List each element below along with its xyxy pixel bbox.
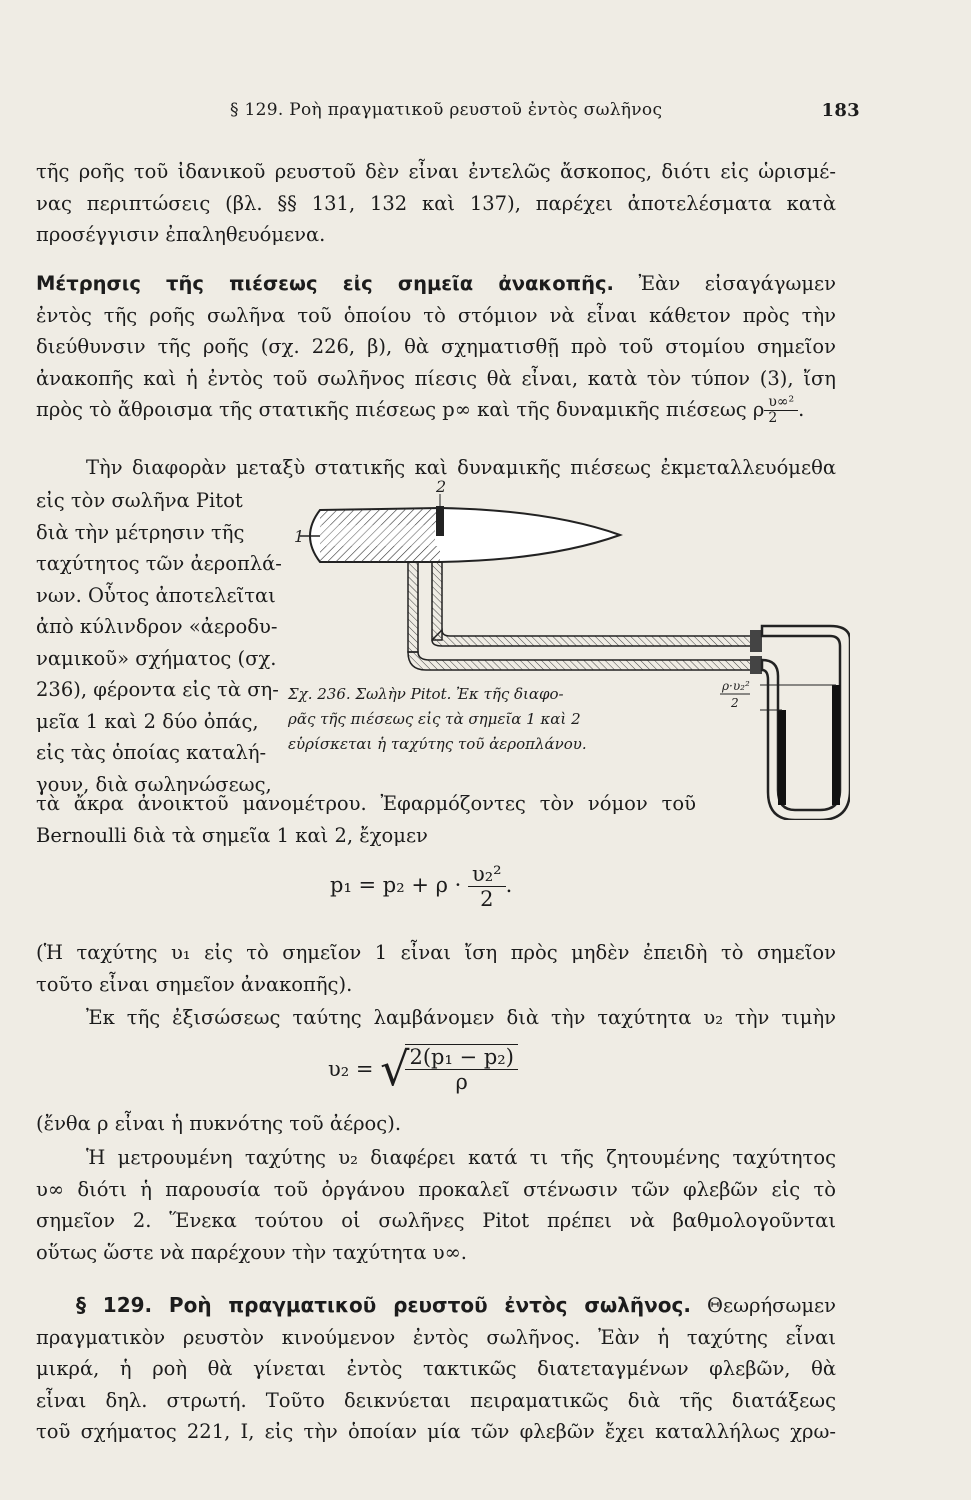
header-section-title: § 129. Ροὴ πραγματικοῦ ρευστοῦ ἐντὸς σωλῆνος	[230, 100, 663, 120]
text-line: τὰ ἄκρα ἀνοικτοῦ μανομέτρου. Ἐφαρμόζοντες τὸν νόμον τοῦ	[36, 792, 696, 815]
caption-line: ρᾶς τῆς πιέσεως εἰς τὰ σημεῖα 1 καὶ 2	[288, 710, 581, 728]
paragraph-7	[36, 1142, 836, 1268]
dynamic-pressure-fraction	[764, 395, 798, 426]
text-line: ἀνακοπῆς καὶ ἡ ἐντὸς τοῦ σωλῆνος πίεσις θὰ εἶναι, κατὰ τὸν τύπον (3), ἴση	[36, 366, 836, 390]
text-line: εἶναι δηλ. στρωτή. Τοῦτο δεικνύεται πειραματικῶς διὰ τῆς διατάξεως	[36, 1388, 836, 1412]
eq-fraction	[468, 862, 506, 911]
text-line: γουν, διὰ σωληνώσεως,	[36, 772, 272, 796]
text-line: (Ἡ ταχύτης υ₁ εἰς τὸ σημεῖον 1 εἶναι ἴση πρὸς μηδὲν ἐπειδὴ τὸ σημεῖον	[36, 941, 836, 964]
text-line: 236), φέροντα εἰς τὰ ση-	[36, 678, 279, 701]
subsection-heading: Μέτρησις τῆς πιέσεως εἰς σημεῖα ἀνακοπῆς.	[36, 272, 614, 295]
caption-line: Σχ. 236. Σωλὴν Pitot. Ἐκ τῆς διαφο-	[288, 685, 564, 703]
pitot-inner-channel	[320, 525, 435, 546]
section-129	[36, 1290, 836, 1448]
tube-1	[408, 562, 418, 652]
opening-2	[436, 506, 444, 536]
label-point-2: 2	[436, 480, 447, 496]
text-line: τοῦτο εἶναι σημεῖον ἀνακοπῆς).	[36, 972, 353, 996]
paragraph-3-left-column	[36, 485, 296, 800]
fraction-denominator: 2	[480, 887, 494, 911]
text-line: τοῦ σχήματος 221, I, εἰς τὴν ὁποίαν μία τῶν φλεβῶν ἔχει καταλλήλως χρω-	[36, 1420, 836, 1443]
equation-velocity	[328, 1042, 518, 1096]
text-line: Τὴν διαφορὰν μεταξὺ στατικῆς καὶ δυναμικῆς πιέσεως ἐκμεταλλευόμεθα	[86, 456, 836, 479]
text-line: νων. Οὗτος ἀποτελεῖται	[36, 583, 276, 607]
text-line: τῆς ροῆς τοῦ ἰδανικοῦ ρευστοῦ δὲν εἶναι ἐντελῶς ἄσκοπος, διότι εἰς ὡρισμέ-	[36, 160, 836, 183]
text-line	[36, 268, 836, 300]
paragraph-3-rest	[36, 788, 836, 851]
text-line: Ἡ μετρουμένη ταχύτης υ₂ διαφέρει κατά τι τῆς ζητουμένης ταχύτητος	[86, 1146, 836, 1169]
pitot-tube-figure	[290, 480, 850, 820]
paragraph-2	[36, 268, 836, 426]
horizontal-tube-2	[432, 630, 760, 646]
text-line: εἰς τὰς ὁποίας καταλή-	[36, 741, 267, 764]
eq-tail: .	[505, 873, 513, 897]
horizontal-tube-1	[408, 652, 760, 670]
text-line: ἀπὸ κύλινδρον «ἀεροδυ-	[36, 615, 278, 638]
text-line: προσέγγισιν ἐπαληθευόμενα.	[36, 223, 326, 246]
text-line: ναμικοῦ» σχήματος (σχ.	[36, 646, 277, 670]
text-line: οὕτως ὥστε νὰ παρέχουν τὴν ταχύτητα υ∞.	[36, 1240, 468, 1264]
text-line: σημεῖον 2. Ἕνεκα τούτου οἱ σωλῆνες Pitot πρέπει νὰ βαθμολογοῦνται	[36, 1209, 836, 1232]
figure-caption	[288, 682, 688, 757]
fraction-numerator: υ₂²	[468, 862, 506, 887]
text-span: Θεωρήσωμεν	[707, 1294, 836, 1317]
text-line: Ἐκ τῆς ἐξισώσεως ταύτης λαμβάνομεν διὰ τὴν ταχύτητα υ₂ τὴν τιμὴν	[86, 1006, 836, 1029]
text-line: νας περιπτώσεις (βλ. §§ 131, 132 καὶ 137), παρέχει ἀποτελέσματα κατὰ	[36, 191, 836, 215]
text-line: διεύθυνσιν τῆς ροῆς (σχ. 226, β), θὰ σχηματισθῇ πρὸ τοῦ στομίου σημεῖον	[36, 335, 836, 358]
text-span: Ἐὰν εἰσαγάγωμεν	[638, 272, 837, 295]
eq-lhs: υ₂ =	[328, 1057, 374, 1081]
paragraph-4	[36, 937, 836, 1000]
fraction-numerator: 2(p₁ − p₂)	[405, 1045, 517, 1070]
sqrt-sign: √	[380, 1042, 410, 1096]
text-line: πραγματικὸν ρευστὸν κινούμενον ἐντὸς σωλῆνος. Ἐὰν ἡ ταχύτης εἶναι	[36, 1325, 836, 1349]
text-line: Bernoulli διὰ τὰ σημεῖα 1 καὶ 2, ἔχομεν	[36, 823, 428, 847]
manometer-fluid-right	[832, 685, 840, 805]
text-line: (ἔνθα ρ εἶναι ἡ πυκνότης τοῦ ἀέρος).	[36, 1112, 402, 1135]
manometer-label-denominator: 2	[731, 696, 739, 710]
text-line: ταχύτητος τῶν ἀεροπλά-	[36, 552, 282, 575]
tube-2	[432, 562, 442, 640]
text-line: πρὸς τὸ ἄθροισμα τῆς στατικῆς πιέσεως p∞ καὶ τῆς δυναμικῆς πιέσεως ρ $\frac{\text{υ∞²}}{2}$ .	[36, 394, 805, 426]
paragraph-1	[36, 156, 836, 251]
caption-line: εὑρίσκεται ἡ ταχύτης τοῦ ἀεροπλάνου.	[288, 735, 587, 753]
equation-bernoulli	[330, 862, 512, 911]
text-line: διὰ τὴν μέτρησιν τῆς	[36, 520, 245, 544]
text-span: πρὸς τὸ ἄθροισμα τῆς στατικῆς πιέσεως p∞ καὶ τῆς δυναμικῆς πιέσεως ρ	[36, 398, 765, 421]
running-header	[230, 100, 860, 120]
section-heading: § 129. Ροὴ πραγματικοῦ ρευστοῦ ἐντὸς σωλῆνος.	[76, 1293, 691, 1317]
text-line: ἐντὸς τῆς ροῆς σωλῆνα τοῦ ὁποίου τὸ στόμιον νὰ εἶναι κάθετον πρὸς τὴν	[36, 303, 836, 327]
fraction-denominator: 2	[768, 410, 778, 426]
text-line	[36, 1290, 836, 1322]
text-line: μικρά, ἡ ροὴ θὰ γίνεται ἐντὸς τακτικῶς διατεταγμένων φλεβῶν, θὰ	[36, 1357, 836, 1380]
manometer-label-numerator: ρ·υ₂²	[722, 679, 750, 693]
label-point-1: 1	[294, 527, 305, 546]
paragraph-3-first-line	[36, 452, 836, 484]
fraction-numerator: υ∞²	[764, 395, 798, 411]
eq-lhs: p₁ = p₂ + ρ ·	[330, 873, 462, 897]
page-number: 183	[821, 100, 860, 121]
paragraph-5	[36, 1002, 836, 1034]
fraction-denominator: ρ	[455, 1070, 468, 1094]
text-line: εἰς τὸν σωλῆνα Pitot	[36, 489, 243, 512]
text-line: μεῖα 1 καὶ 2 δύο ὀπάς,	[36, 709, 259, 733]
text-line: υ∞ διότι ἡ παρουσία τοῦ ὀργάνου προκαλεῖ στένωσιν τῶν φλεβῶν εἰς τὸ	[36, 1177, 836, 1201]
paragraph-6	[36, 1108, 836, 1140]
eq-fraction	[405, 1044, 517, 1094]
